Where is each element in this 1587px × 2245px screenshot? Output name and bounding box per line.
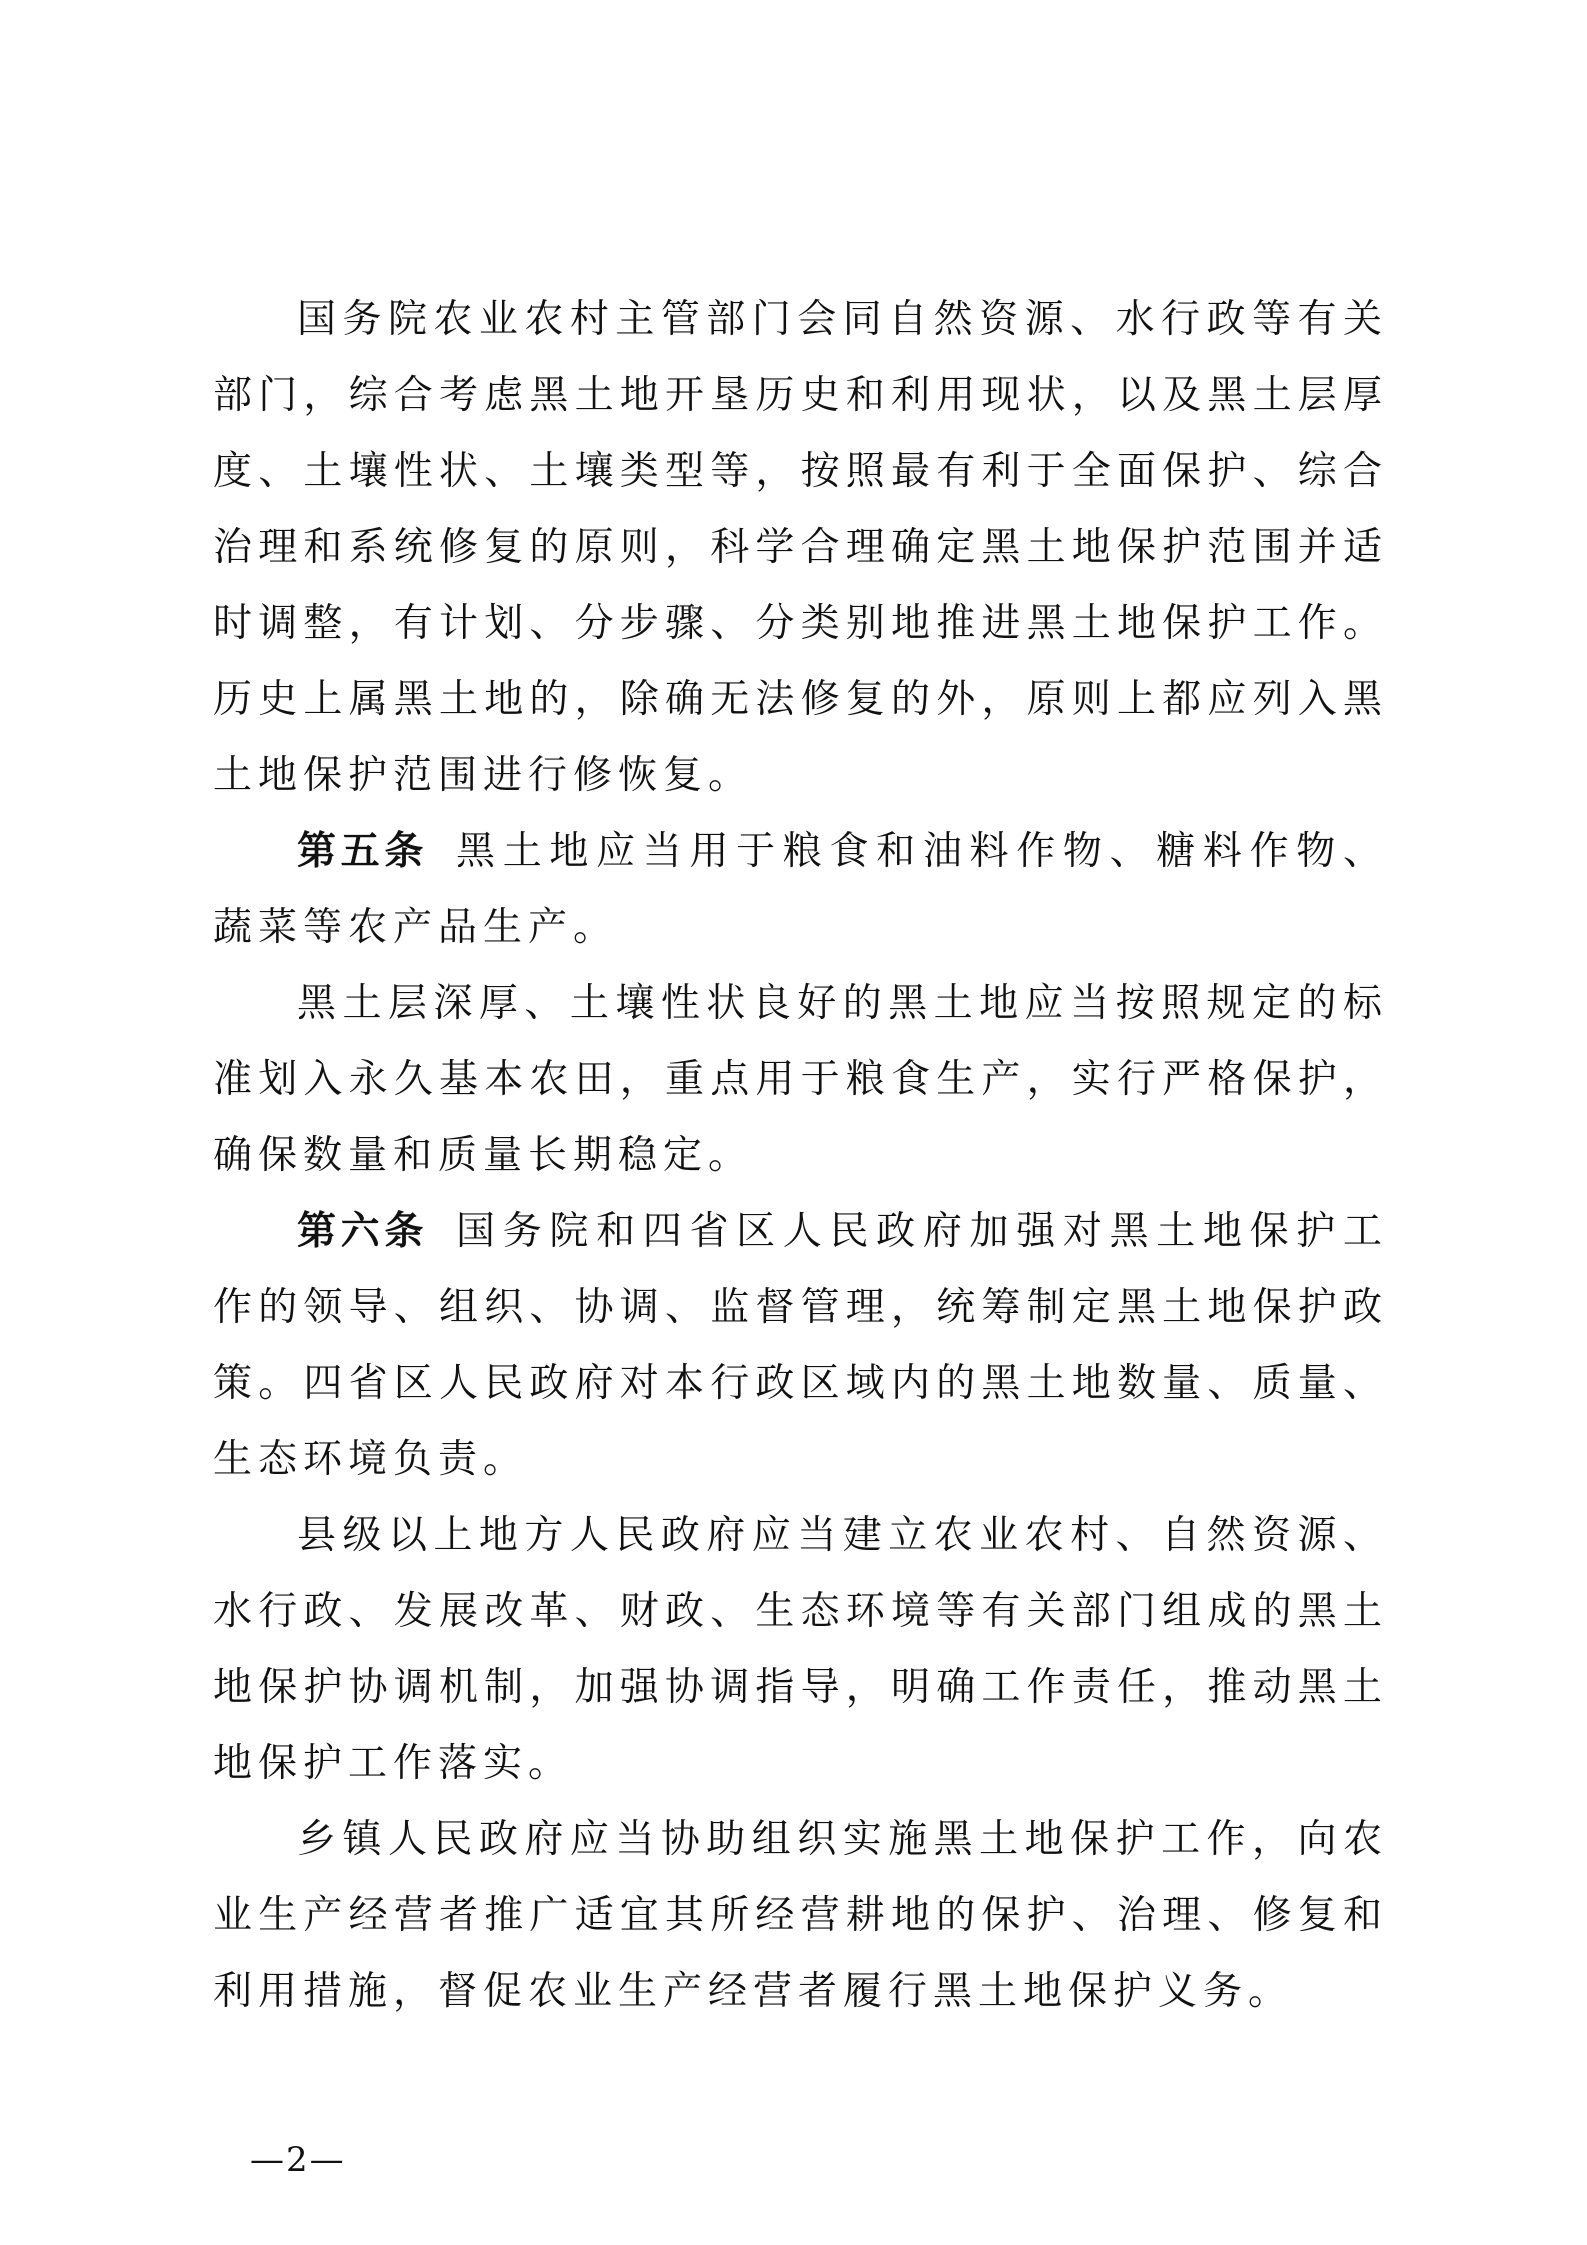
article-5-heading: 第五条 — [297, 829, 429, 874]
paragraph-1 — [213, 282, 1388, 814]
paragraph-6 — [213, 1802, 1388, 2030]
paragraph-5 — [213, 1498, 1388, 1802]
document-body — [213, 282, 1388, 2030]
article-6-text: 国务院和四省区人民政府加强对黑土地保护工作的领导、组织、协调、监督管理，统筹制定黑土地保护政策。四省区人民政府对本行政区域内的黑土地数量、质量、生态环境负责。 — [213, 1209, 1388, 1482]
paragraph-article-6 — [213, 1194, 1388, 1498]
paragraph-article-5 — [213, 814, 1388, 966]
article-5-text: 黑土地应当用于粮食和油料作物、糖料作物、蔬菜等农产品生产。 — [213, 829, 1388, 950]
paragraph-5-text: 县级以上地方人民政府应当建立农业农村、自然资源、水行政、发展改革、财政、生态环境等有关部门组成的黑土地保护协调机制，加强协调指导，明确工作责任，推动黑土地保护工作落实。 — [213, 1513, 1388, 1786]
article-6-heading: 第六条 — [297, 1209, 429, 1254]
page-number: —2— — [250, 2140, 346, 2180]
paragraph-3-text: 黑土层深厚、土壤性状良好的黑土地应当按照规定的标准划入永久基本农田，重点用于粮食生产，实行严格保护，确保数量和质量长期稳定。 — [213, 981, 1388, 1178]
paragraph-1-text: 国务院农业农村主管部门会同自然资源、水行政等有关部门，综合考虑黑土地开垦历史和利用现状，以及黑土层厚度、土壤性状、土壤类型等，按照最有利于全面保护、综合治理和系统修复的原则，科学合理确定黑土地保护范围并适时调整，有计划、分步骤、分类别地推进黑土地保护工作。历史上属黑土地的，除确无法修复的外，原则上都应列入黑土地保护范围进行修恢复。 — [213, 297, 1388, 798]
paragraph-6-text: 乡镇人民政府应当协助组织实施黑土地保护工作，向农业生产经营者推广适宜其所经营耕地的保护、治理、修复和利用措施，督促农业生产经营者履行黑土地保护义务。 — [213, 1817, 1388, 2014]
paragraph-3 — [213, 966, 1388, 1194]
